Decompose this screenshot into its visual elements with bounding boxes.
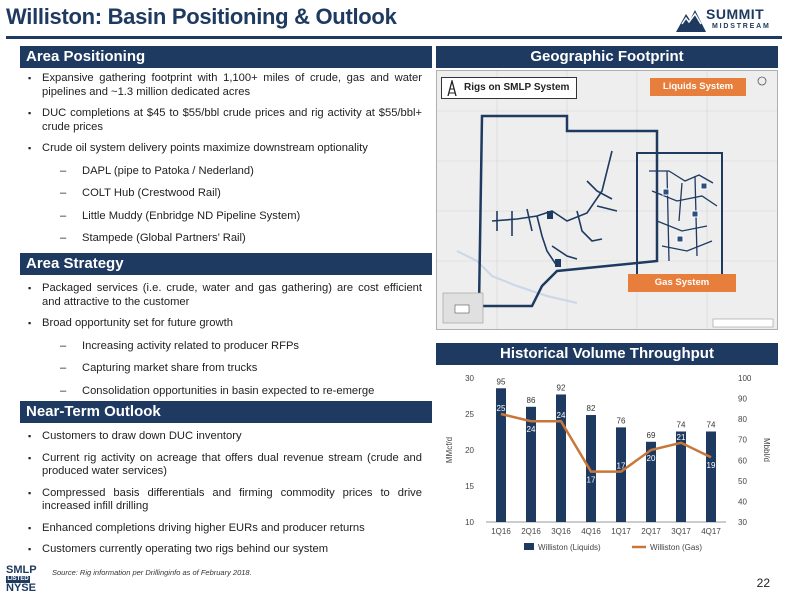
- area-positioning-heading: Area Positioning: [20, 46, 432, 68]
- title-rule: [6, 36, 782, 39]
- bar-data-label: 76: [616, 416, 626, 426]
- summit-logo: [676, 4, 784, 34]
- y-right-tick-label: 50: [738, 476, 747, 486]
- list-item: ▪ Broad opportunity set for future growth: [22, 317, 422, 331]
- page-title: Williston: Basin Positioning & Outlook: [6, 4, 397, 29]
- line-data-label: 25: [496, 404, 506, 413]
- source-footnote: Source: Rig information per Drillinginfo as of February 2018.: [52, 568, 252, 577]
- near-term-outlook-list: [22, 430, 422, 557]
- list-item: ▪ Customers currently operating two rigs behind our system: [22, 543, 422, 557]
- area-strategy-heading: Area Strategy: [20, 253, 432, 275]
- line-data-label: 21: [676, 432, 686, 442]
- logo-text-summit: SUMMIT: [706, 6, 765, 22]
- y-right-tick-label: 70: [738, 435, 747, 445]
- historical-volume-heading: Historical Volume Throughput: [436, 343, 778, 365]
- bar: [616, 427, 626, 522]
- y-left-tick-label: 30: [465, 374, 474, 383]
- bar: [706, 431, 716, 522]
- list-item: ▪ DUC completions at $45 to $55/bbl crude prices and rig activity at $55/bbl+ crude prices: [22, 107, 422, 134]
- y-left-tick-label: 15: [465, 482, 474, 491]
- y-right-tick-label: 80: [738, 415, 747, 425]
- geographic-footprint-heading: Geographic Footprint: [436, 46, 778, 68]
- page-number: 22: [756, 576, 770, 590]
- x-tick-label: 1Q16: [491, 527, 511, 536]
- y-right-tick-label: 90: [738, 394, 747, 404]
- rigs-legend-label: Rigs on SMLP System: [464, 82, 570, 93]
- area-strategy-list: [22, 282, 422, 398]
- drilling-rig-icon: [446, 80, 458, 96]
- line-data-label: 24: [526, 425, 536, 435]
- throughput-chart: [436, 366, 778, 562]
- list-item: ▪ Packaged services (i.e. crude, water and gas gathering) are cost efficient and attractive to the customer: [22, 282, 422, 309]
- y-right-tick-label: 60: [738, 456, 747, 466]
- rigs-legend: [441, 77, 577, 99]
- gas-system-callout: Gas System: [628, 274, 736, 292]
- ticker-nyse: NYSE: [6, 582, 36, 594]
- list-item: – Increasing activity related to producer RFPs: [22, 340, 422, 354]
- list-item: ▪ Enhanced completions driving higher EURs and producer returns: [22, 522, 422, 536]
- list-item: – Stampede (Global Partners’ Rail): [22, 232, 422, 246]
- y-left-tick-label: 10: [465, 518, 474, 527]
- area-positioning-list: [22, 72, 422, 246]
- bar-data-label: 82: [586, 404, 596, 414]
- list-item: – Little Muddy (Enbridge ND Pipeline System): [22, 210, 422, 224]
- x-tick-label: 3Q17: [671, 527, 691, 536]
- y-left-axis-label: MMcf/d: [445, 436, 454, 464]
- y-right-axis-label: Mbbl/d: [762, 437, 771, 463]
- list-item: ▪ Compressed basis differentials and firming commodity prices to drive increased infill drilling: [22, 487, 422, 514]
- x-tick-label: 4Q16: [581, 527, 601, 536]
- line-data-label: 24: [556, 411, 566, 421]
- near-term-outlook-heading: Near-Term Outlook: [20, 401, 432, 423]
- list-item: – Consolidation opportunities in basin expected to re-emerge: [22, 385, 422, 399]
- liquids-system-callout: Liquids System: [650, 78, 746, 96]
- x-tick-label: 4Q17: [701, 527, 721, 536]
- bar: [586, 415, 596, 522]
- y-right-tick-label: 100: [738, 374, 752, 383]
- bar: [526, 407, 536, 522]
- x-tick-label: 2Q16: [521, 527, 541, 536]
- line-data-label: 19: [706, 461, 716, 471]
- line-data-label: 17: [616, 461, 626, 471]
- list-item: ▪ Crude oil system delivery points maximize downstream optionality: [22, 142, 422, 156]
- mountain-icon: [676, 6, 706, 32]
- bar-data-label: 92: [556, 383, 566, 393]
- bar-data-label: 74: [676, 420, 686, 430]
- line-data-label: 20: [646, 454, 656, 463]
- legend-swatch-liquids: [524, 543, 534, 550]
- list-item: – Capturing market share from trucks: [22, 362, 422, 376]
- y-left-tick-label: 20: [465, 446, 474, 455]
- x-tick-label: 3Q16: [551, 527, 571, 536]
- bar-data-label: 95: [496, 377, 506, 387]
- y-right-tick-label: 30: [738, 518, 747, 527]
- y-right-tick-label: 40: [738, 497, 747, 507]
- bar-data-label: 69: [646, 430, 656, 440]
- smlp-nyse-logo: [6, 565, 42, 594]
- bar-data-label: 74: [706, 420, 716, 430]
- list-item: ▪ Customers to draw down DUC inventory: [22, 430, 422, 444]
- line-data-label: 17: [586, 475, 596, 485]
- ticker-smlp: SMLP: [6, 564, 37, 576]
- list-item: – DAPL (pipe to Patoka / Nederland): [22, 165, 422, 179]
- ticker-listed: LISTED: [7, 576, 29, 582]
- list-item: ▪ Current rig activity on acreage that offers dual revenue stream (crude and produced water services): [22, 452, 422, 479]
- x-tick-label: 2Q17: [641, 527, 661, 536]
- bar-data-label: 86: [526, 395, 536, 405]
- y-left-tick-label: 25: [465, 410, 474, 419]
- legend-label-liquids: Williston (Liquids): [538, 543, 601, 552]
- x-tick-label: 1Q17: [611, 527, 631, 536]
- list-item: ▪ Expansive gathering footprint with 1,100+ miles of crude, gas and water pipelines and ~1.3 million dedicated acres: [22, 72, 422, 99]
- logo-text-midstream: MIDSTREAM: [712, 23, 771, 30]
- legend-label-gas: Williston (Gas): [650, 543, 703, 552]
- list-item: – COLT Hub (Crestwood Rail): [22, 187, 422, 201]
